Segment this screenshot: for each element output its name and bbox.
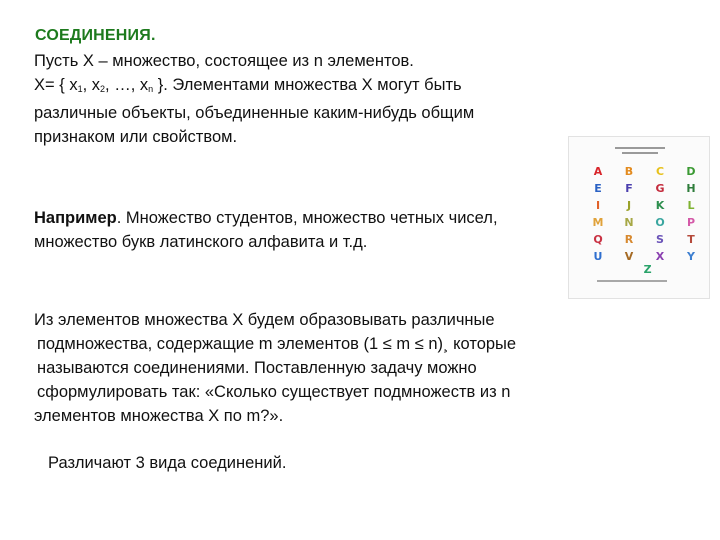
example-bold-label: Например [34, 209, 117, 227]
subsets-line-2: подмножества, содержащие m элементов (1 ≤ m ≤ n)¸ которые [37, 335, 517, 353]
intro-line-4: признаком или свойством. [34, 128, 238, 146]
poster-letter-n: N [624, 216, 634, 229]
intro-line-3: различные объекты, объединенные каким-нибудь общим [34, 104, 475, 122]
poster-letter-t: T [687, 233, 695, 246]
subsets-line-1: Из элементов множества Х будем образовывать различные [34, 311, 495, 329]
poster-letter-r: R [624, 233, 634, 246]
example-line-1 [34, 206, 498, 230]
poster-letter-e: E [594, 182, 602, 195]
poster-letter-m: M [592, 216, 604, 229]
subsets-line-4: сформулировать так: «Сколько существует подмножеств из n [37, 383, 511, 401]
example-paragraph [34, 206, 498, 254]
example-line-1-rest: . Множество студентов, множество четных чисел, [116, 209, 498, 227]
poster-letter-a: A [593, 165, 603, 178]
subsets-line-5: элементов множества Х по m?». [34, 407, 284, 425]
poster-letter-i: I [595, 199, 601, 212]
poster-letter-o: O [655, 216, 665, 229]
poster-letter-c: C [655, 165, 665, 178]
poster-letter-h: H [686, 182, 696, 195]
slide-title: СОЕДИНЕНИЯ. [35, 27, 156, 44]
summary-text: Различают 3 вида соединений. [48, 454, 287, 472]
poster-letter-s: S [656, 233, 664, 246]
poster-letter-l: L [687, 199, 695, 212]
poster-letter-f: F [625, 182, 633, 195]
poster-letter-grid [592, 165, 698, 276]
example-line-2: множество букв латинского алфавита и т.д. [34, 233, 368, 251]
poster-letter-u: U [593, 250, 603, 263]
subscript-1: 1 [77, 84, 83, 94]
poster-header-line [615, 147, 665, 149]
poster-letter-z: Z [643, 263, 652, 276]
set-separator-2: , …, x [105, 76, 149, 94]
intro-paragraph [34, 49, 474, 149]
poster-header [609, 147, 671, 154]
subsets-line-3: называются соединениями. Поставленную задачу можно [37, 359, 477, 377]
alphabet-poster-image [568, 136, 710, 299]
subscript-n: n [148, 84, 154, 94]
poster-letter-p: P [686, 216, 696, 229]
intro-line-2 [34, 73, 474, 101]
poster-letter-k: K [655, 199, 665, 212]
poster-header-line [622, 152, 658, 154]
poster-letter-b: B [624, 165, 634, 178]
set-definition-suffix: }. Элементами множества Х могут быть [153, 76, 462, 94]
intro-line-1: Пусть Х – множество, состоящее из n элементов. [34, 52, 414, 70]
set-separator-1: , x [82, 76, 101, 94]
poster-letter-v: V [624, 250, 634, 263]
poster-letter-q: Q [593, 233, 603, 246]
poster-letter-g: G [655, 182, 665, 195]
subscript-2: 2 [100, 84, 106, 94]
subsets-paragraph [34, 308, 516, 428]
poster-letter-y: Y [687, 250, 695, 263]
poster-letter-j: J [626, 199, 632, 212]
set-definition-prefix: Х= { x [34, 76, 78, 94]
poster-letter-d: D [686, 165, 696, 178]
poster-letter-x: X [655, 250, 665, 263]
poster-footer-line [597, 280, 667, 282]
